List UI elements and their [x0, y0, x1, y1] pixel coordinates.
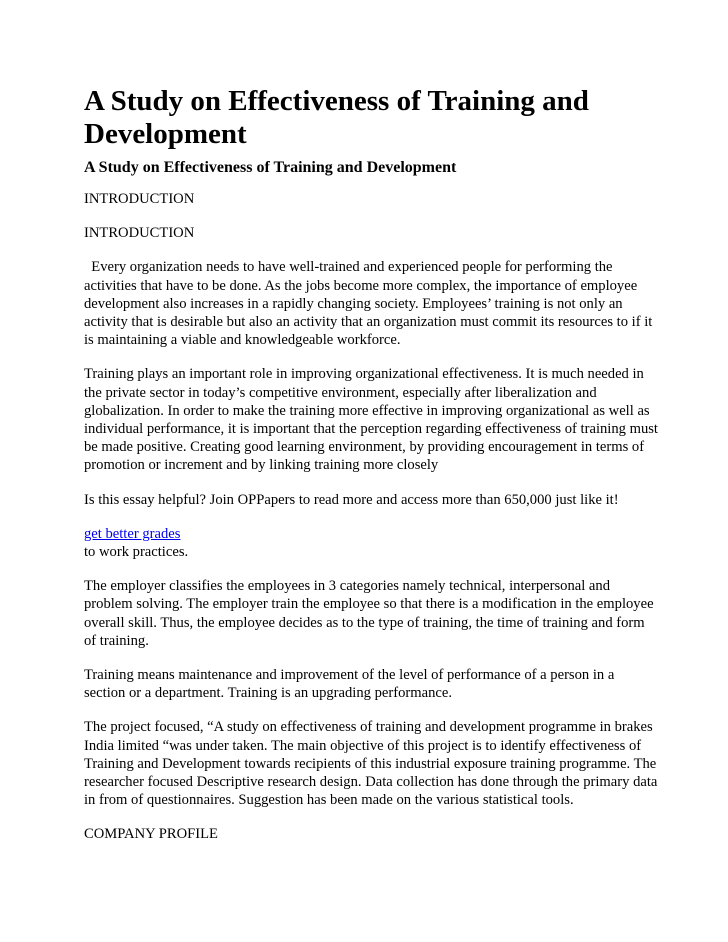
- document-subtitle: A Study on Effectiveness of Training and Development: [84, 159, 457, 176]
- link-continuation-text: to work practices.: [84, 544, 189, 561]
- promo-text: Is this essay helpful? Join OPPapers to read more and access more than 650,000 just like it!: [84, 491, 619, 508]
- get-better-grades-link[interactable]: get better grades: [84, 525, 181, 542]
- document-title: A Study on Effectiveness of Training and Development: [84, 85, 589, 150]
- section-heading-introduction: INTRODUCTION: [84, 191, 195, 207]
- paragraph-project-focused: The project focused, “A study on effectiveness of training and development programme in brakes India limited “was under taken. The main objective of this project is to identify effectiveness of Training and Development towards recipients of this industrial exposure training programme. The researcher focused Descriptive research design. Data collection has done through the primary data in from of questionnaires. Suggestion has been made on the various statistical tools.: [84, 719, 658, 809]
- paragraph-training-role: Training plays an important role in improving organizational effectiveness. It is much needed in the private sector in today’s competitive environment, especially after liberalization and globalization. In order to make the training more effective in improving organizational as well as individual performance, it is important that the perception regarding effectiveness of training must be made positive. Creating good learning environment, by providing encouragement in terms of promotion or increment and by linking training more closely: [84, 366, 658, 474]
- section-heading-introduction-repeat: INTRODUCTION: [84, 225, 195, 242]
- paragraph-employer-classifies: The employer classifies the employees in 3 categories namely technical, interpersonal and problem solving. The employer train the employee so that there is a modification in the employee overall skill. Thus, the employee decides as to the type of training, the time of training and form of training.: [84, 578, 654, 649]
- paragraph-intro: [84, 258, 658, 349]
- link-block: [84, 525, 658, 561]
- paragraph-intro-text: Every organization needs to have well-trained and experienced people for performing the activities that have to be done. As the jobs become more complex, the importance of employee development also increases in a rapidly changing society. Employees’ training is not only an activity that is desirable but also an activity that an organization must commit its resources to if it is maintaining a viable and knowledgeable workforce.: [84, 259, 657, 349]
- section-heading-company-profile: COMPANY PROFILE: [84, 826, 218, 843]
- paragraph-training-means: Training means maintenance and improvement of the level of performance of a person in a section or a department. Training is an upgrading performance.: [84, 667, 615, 702]
